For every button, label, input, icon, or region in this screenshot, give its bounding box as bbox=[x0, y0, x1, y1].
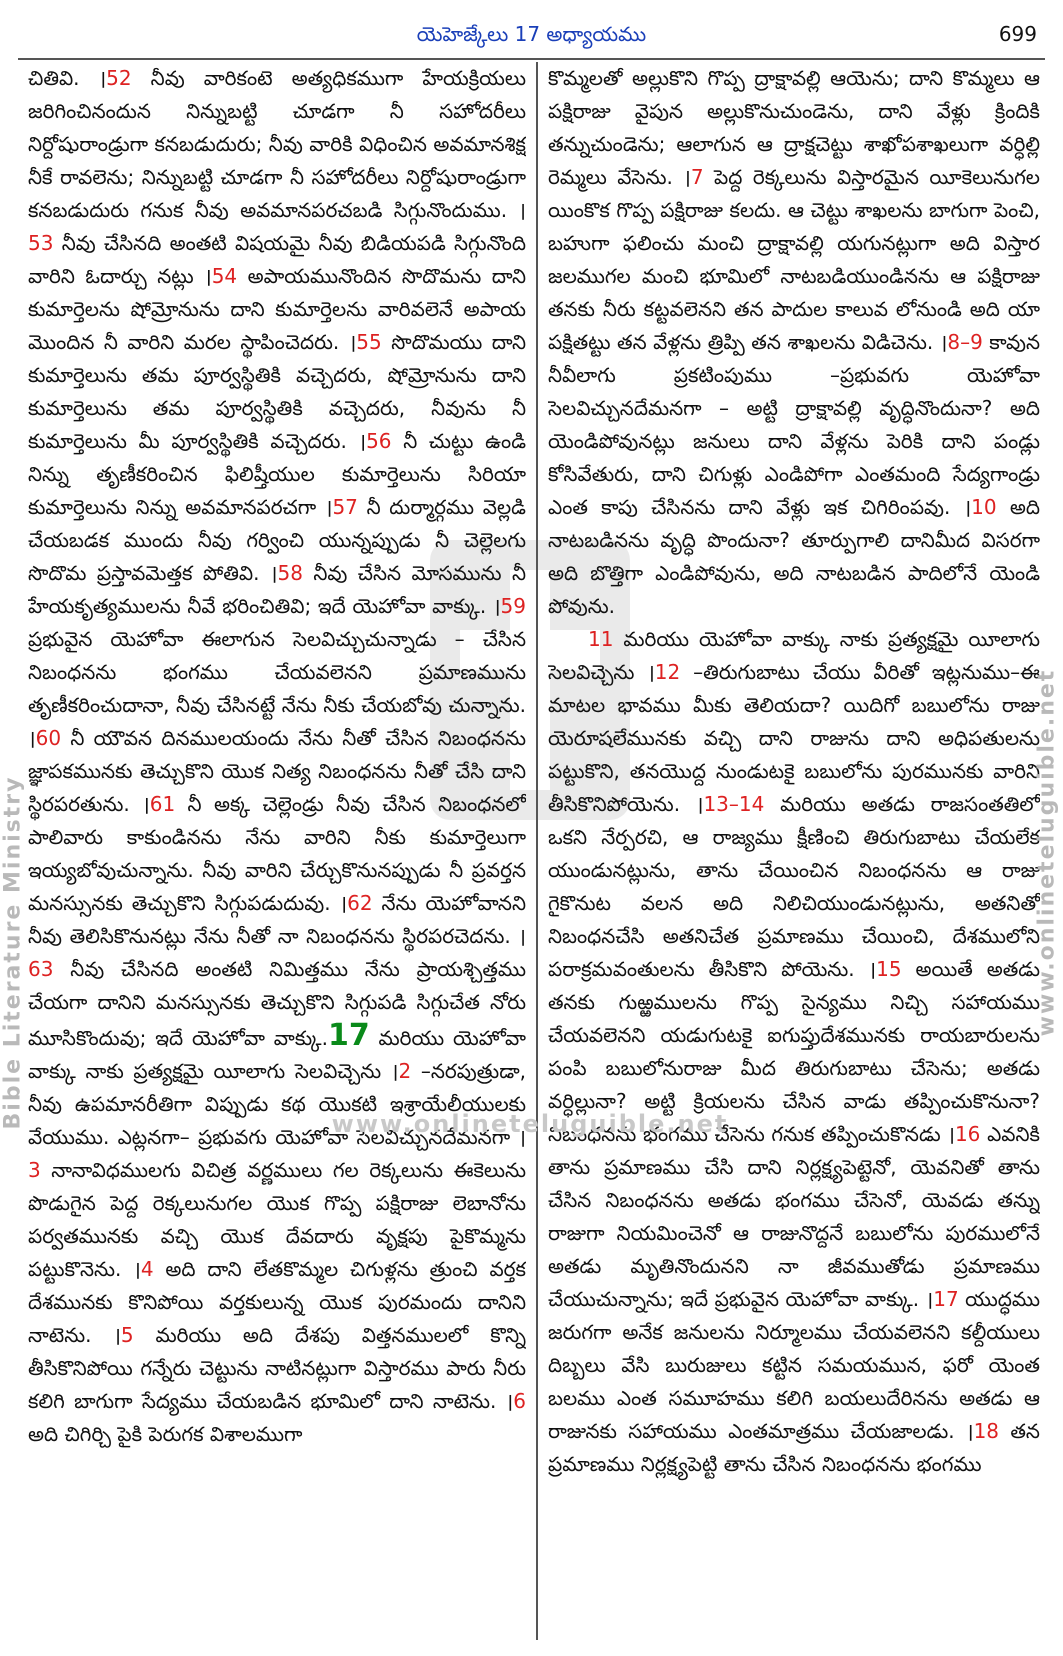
verse-text: మరియు యెహోవా వాక్కు నాకు ప్రత్యక్షమై యీలాగు సెలవిచ్చెను । bbox=[548, 627, 1040, 684]
verse-text: అది దాని లేతకొమ్మల చిగుళ్లను త్రుంచి వర్తక దేశమునకు కొనిపోయి వర్తకులున్న యొక పురమందు దానిని నాటెను. । bbox=[28, 1257, 526, 1347]
right-text-column bbox=[548, 62, 1040, 1637]
verse-text: మరియు అతడు రాజసంతతిలో ఒకని నేర్పరచి, ఆ రాజ్యము క్షీణించి తిరుగుబాటు చేయలేక యుండునట్లును, తాను చేయించిన నిబంధనను ఆ రాజు గైకొనుట వలన అది నిలిచియుండునట్లును, అతనితో నిబంధనచేసి అతనిచేత ప్రమాణము చేయించి, దేశములోని పరాక్రమవంతులను తీసికొని పోయెను. । bbox=[548, 792, 1040, 981]
verse-text: కొమ్మలతో అల్లుకొని గొప్ప ద్రాక్షావల్లి ఆయెను; దాని కొమ్మలు ఆ పక్షిరాజు వైపున అల్లుకొనుచుండెను, దాని వేళ్లు క్రిందికి తన్నుచుండెను; ఆలాగున ఆ ద్రాక్షచెట్టు శాఖోపశాఖలుగా వర్ధిల్లి రెమ్మలు వేసెను. । bbox=[548, 66, 1040, 189]
verse-number: 12 bbox=[654, 660, 681, 684]
verse-text: సొదొమయు దాని కుమార్తెలును తమ పూర్వస్థితికి వచ్చెదరు, షోమ్రోనును దాని కుమార్తెలును తమ పూర్వస్థితికి వచ్చెదరు, నీవును నీ కుమార్తెలును మీ పూర్వస్థితికి వచ్చెదరు. । bbox=[28, 330, 526, 453]
right-vertical-watermark: www.onlineteluguible.net bbox=[1034, 668, 1060, 1037]
verse-text: నీ చుట్టు ఉండి నిన్ను తృణీకరించిన ఫిలిష్తీయుల కుమార్తెలును సిరియా కుమార్తెలును నిన్ను అవమానపరచగా । bbox=[28, 429, 526, 519]
left-text-column bbox=[28, 62, 526, 1637]
verse-number: 60 bbox=[35, 726, 62, 750]
verse-text: –నరపుత్రుడా, నీవు ఉపమానరీతిగా విప్పుడు కథ యొకటి ఇశ్రాయేలీయులకు వేయుము. ఎట్లనగా– ప్రభువగు యెహోవా సెలవిచ్చునదేమనగా । bbox=[28, 1059, 526, 1149]
verse-number: 13–14 bbox=[703, 792, 765, 816]
verse-number: 55 bbox=[356, 330, 382, 354]
verse-text: అయితే అతడు తనకు గుఱ్ఱములను గొప్ప సైన్యము నిచ్చి సహాయము చేయవలెనని యడుగుటకై ఐగుప్తుదేశమునకు రాయబారులను పంపి బబులోనురాజు మీద తిరుగుబాటు చేసెను; అతడు వర్ధిల్లునా? అట్టి క్రియలను చేసిన వాడు తప్పించుకొనునా? నిబంధనను భంగము చేసెను గనుక తప్పించుకొనడు । bbox=[548, 957, 1040, 1146]
verse-text: నీ అక్క చెల్లెండ్రు నీవు చేసిన నిబంధనలో పాలివారు కాకుండినను నేను వారిని నీకు కుమార్తెలుగా ఇయ్యబోవుచున్నాను. నీవు వారిని చేర్చుకొనునప్పుడు నీ ప్రవర్తన మనస్సునకు తెచ్చుకొని సిగ్గుపడుదువు. । bbox=[28, 792, 526, 915]
verse-text: ప్రభువైన యెహోవా ఈలాగున సెలవిచ్చుచున్నాడు – చేసిన నిబంధనను భంగము చేయవలెనని ప్రమాణమును తృణీకరించుదానా, నీవు చేసినట్టే నేను నీకు చేయబోవు చున్నాను. । bbox=[28, 627, 526, 750]
verse-number: 10 bbox=[971, 495, 997, 519]
verse-text: నీవు చేసినది అంతటి నిమిత్తము నేను ప్రాయశ్చిత్తము చేయగా దానిని మనస్సునకు తెచ్చుకొని సిగ్గుపడి సిగ్గుచేత నోరు మూసికొందువు; ఇదే యెహోవా వాక్కు. bbox=[28, 957, 526, 1050]
verse-text: తన ప్రమాణము నిర్లక్ష్యపెట్టి తాను చేసిన నిబంధనను భంగము bbox=[548, 1419, 1040, 1476]
verse-number: 15 bbox=[876, 957, 902, 981]
verse-number: 6 bbox=[513, 1389, 526, 1413]
verse-number: 4 bbox=[140, 1257, 154, 1281]
verse-text: మరియు యెహోవా వాక్కు నాకు ప్రత్యక్షమై యీలాగు సెలవిచ్చెను । bbox=[28, 1026, 526, 1083]
verse-number: 56 bbox=[366, 429, 392, 453]
center-watermark: www.onlineteluguible.net bbox=[331, 1110, 729, 1138]
verse-number: 53 bbox=[28, 231, 54, 255]
verse-text: నానావిధములగు విచిత్ర వర్ణములు గల రెక్కలును ఈకెలును పొడుగైన పెద్ద రెక్కలునుగల యొక గొప్ప పక్షిరాజు లెబానోను పర్వతమునకు వచ్చి యొక దేవదారు వృక్షపు పైకొమ్మను పట్టుకొనెను. । bbox=[28, 1158, 526, 1281]
verse-text: –తిరుగుబాటు చేయు వీరితో ఇట్లనుము–ఈ మాటల భావము మీకు తెలియదా? యిదిగో బబులోను రాజు యెరూషలేమునకు వచ్చి దాని రాజును దాని అధిపతులను పట్టుకొని, తనయొద్ద నుండుటకై బబులోను పురమునకు వారిని తీసికొనిపోయెను. । bbox=[548, 660, 1040, 816]
page-header bbox=[0, 0, 1063, 62]
verse-number: 16 bbox=[954, 1122, 981, 1146]
verse-number: 3 bbox=[28, 1158, 41, 1182]
verse-number: 62 bbox=[347, 891, 373, 915]
page-number: 699 bbox=[998, 22, 1037, 46]
header-rule bbox=[18, 58, 1045, 60]
verse-number: 59 bbox=[500, 594, 526, 618]
verse-text: నీవు చేసిన మోసమును నీ హేయకృత్యములను నీవే భరించితివి; ఇదే యెహోవా వాక్కు. । bbox=[28, 561, 526, 618]
verse-number: 63 bbox=[28, 957, 54, 981]
verse-text: కావున నీవీలాగు ప్రకటింపుము –ప్రభువగు యెహోవా సెలవిచ్చునదేమనగా – అట్టి ద్రాక్షావల్లి వృద్ధినొందునా? అది యెండిపోవునట్లు జనులు దాని వేళ్లను పెరికి దాని పండ్లు కోసివేతురు, దాని చిగుళ్లు ఎండిపోగా ఎంతమంది సేద్యగాండ్రు ఎంత కాపు చేసినను దాని వేళ్లు ఇక చిగిరింపవు. । bbox=[548, 330, 1040, 519]
verse-text: నీ యౌవన దినములయందు నేను నీతో చేసిన నిబంధనను జ్ఞాపకమునకు తెచ్చుకొని యొక నిత్య నిబంధనను నీతో చేసి దాని స్థిరపరతును. । bbox=[28, 726, 526, 816]
verse-number: 54 bbox=[211, 264, 238, 288]
verse-text: అది నాటబడినను వృద్ధి పొందునా? తూర్పుగాలి దానిమీద విసరగా అది బొత్తిగా ఎండిపోవును, అది నాటబడిన పాదిలోనే యెండి పోవును. bbox=[548, 495, 1040, 618]
verse-number: 61 bbox=[149, 792, 176, 816]
verse-text: నీవు వారికంటె అత్యధికముగా హేయక్రియలు జరిగించినందున నిన్నుబట్టి చూడగా నీ సహోదరీలు నిర్దోషురాండ్రుగా కనబడుదురు; నీవు వారికి విధించిన అవమానశిక్ష నీకే రావలెను; నిన్నుబట్టి చూడగా నీ సహోదరీలు నిర్దోషురాండ్రుగా కనబడుదురు గనుక నీవు అవమానపరచబడి సిగ్గునొందుము. । bbox=[28, 66, 526, 222]
verse-number: 18 bbox=[973, 1419, 1000, 1443]
verse-number: 17 bbox=[933, 1287, 959, 1311]
verse-text: మరియు అది దేశపు విత్తనములలో కొన్ని తీసికొనిపోయి గన్నేరు చెట్టును నాటినట్లుగా విస్తారము పారు నీరు కలిగి బాగుగా సేద్యము చేయబడిన భూమిలో దాని నాటెను. । bbox=[28, 1323, 526, 1413]
column-divider bbox=[536, 62, 538, 1640]
verse-number: 52 bbox=[106, 66, 132, 90]
verse-number: 8–9 bbox=[947, 330, 983, 354]
verse-text: అపాయమునొందిన సొదొమను దాని కుమార్తెలను షోమ్రోనును దాని కుమార్తెలను వారివలెనే అపాయ మొందిన నీ వారిని మరల స్థాపించెదరు. । bbox=[28, 264, 526, 354]
verse-number: 5 bbox=[120, 1323, 134, 1347]
verse-number: 7 bbox=[690, 165, 704, 189]
verse-number: 58 bbox=[277, 561, 303, 585]
verse-text: నీ దుర్మార్గము వెల్లడి చేయబడక ముందు నీవు గర్వించి యున్నప్పుడు నీ చెల్లెలగు సొదొమ ప్రస్తావమెత్తక పోతివి. । bbox=[28, 495, 526, 585]
verse-number: 2 bbox=[398, 1059, 412, 1083]
verse-number: 57 bbox=[332, 495, 358, 519]
verse-text: పెద్ద రెక్కలును విస్తారమైన యీకెలునుగల యింకొక గొప్ప పక్షిరాజు కలదు. ఆ చెట్టు శాఖలను బాగుగా పెంచి, బహుగా ఫలించు మంచి ద్రాక్షావల్లి యగునట్లుగా అది విస్తార జలముగల మంచి భూమిలో నాటబడియుండినను ఆ పక్షిరాజు తనకు నీరు కట్టవలెనని తన పాదుల కాలువ లోనుండి అది యా పక్షితట్టు తన వేళ్లను త్రిప్పి తన శాఖలను విడిచెను. । bbox=[548, 165, 1040, 354]
verse-text: నేను యెహోవానని నీవు తెలిసికొనునట్లు నేను నీతో నా నిబంధనను స్థిరపరచెదను. । bbox=[28, 891, 526, 948]
left-vertical-watermark: Bible Literature Ministry bbox=[0, 775, 26, 1130]
verse-text: నీవు చేసినది అంతటి విషయమై నీవు బిడియపడి సిగ్గునొంది వారిని ఓదార్చు నట్లు । bbox=[28, 231, 526, 288]
verse-text: ఎవనికి తాను ప్రమాణము చేసి దాని నిర్లక్ష్యపెట్టెనో, యెవనితో తాను చేసిన నిబంధనను అతడు భంగము చేసెనో, యెవడు తన్ను రాజుగా నియమించెనో ఆ రాజునొద్దనే బబులోను పురములోనే అతడు మృతినొందునని నా జీవముతోడు ప్రమాణము చేయుచున్నాను; ఇదే ప్రభువైన యెహోవా వాక్కు. । bbox=[548, 1122, 1040, 1311]
verse-number: 11 bbox=[588, 627, 614, 651]
verse-text: యుద్ధము జరుగగా అనేక జనులను నిర్మూలము చేయవలెనని కల్దీయులు దిబ్బలు వేసి బురుజులు కట్టిన సమయమున, ఫరో యెంత బలము ఎంత సమూహము కలిగి బయలుదేరినను అతడు ఆ రాజునకు సహాయము ఎంతమాత్రము చేయజాలడు. । bbox=[548, 1287, 1040, 1443]
verse-text: చితివి. । bbox=[28, 66, 107, 90]
page-title: యెహెజ్కేలు 17 అధ్యాయము bbox=[416, 22, 647, 46]
chapter-number: 17 bbox=[327, 1018, 370, 1053]
verse-text: అది చిగిర్చి పైకి పెరుగక విశాలముగా bbox=[28, 1422, 303, 1446]
